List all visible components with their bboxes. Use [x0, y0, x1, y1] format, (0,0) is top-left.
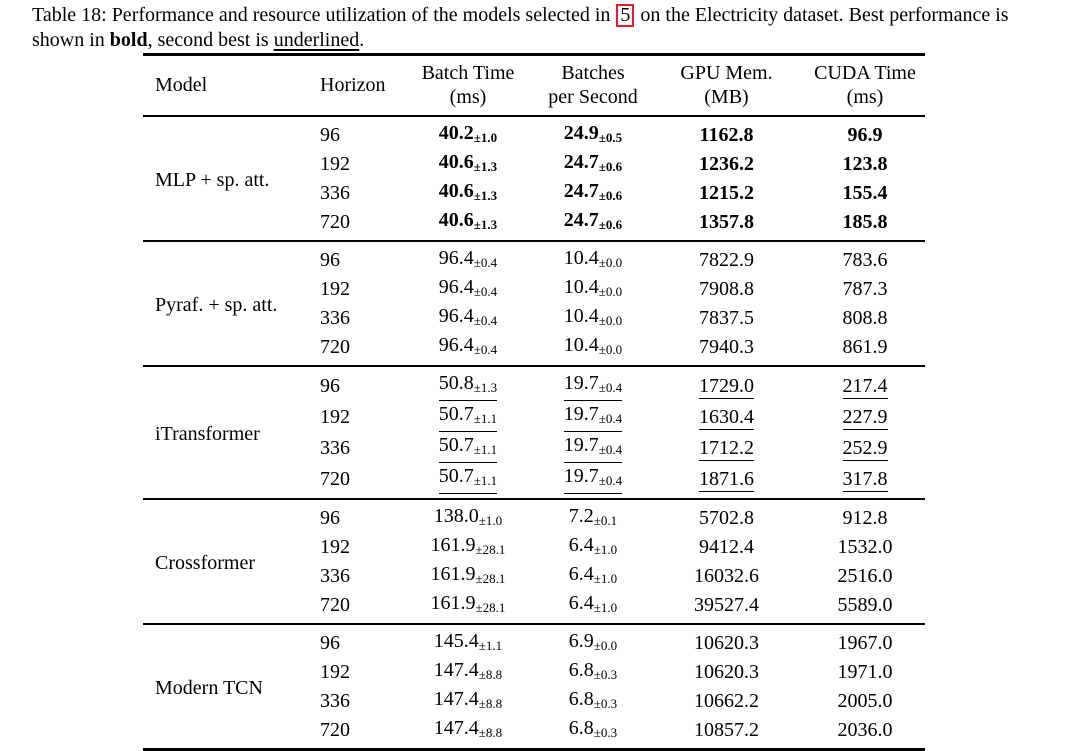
batches-per-second-cell: 24.9±0.5 [563, 122, 623, 145]
table-row [143, 366, 925, 401]
horizon-cell: 192 [320, 405, 350, 428]
batches-per-second-cell: 24.7±0.6 [563, 180, 623, 203]
caption-bold-word: bold [109, 29, 148, 51]
cuda-time-cell: 5589.0 [837, 593, 893, 616]
batches-per-second-cell: 19.7±0.4 [538, 432, 648, 463]
batch-time-cell: 96.4±0.4 [438, 305, 498, 328]
gpu-mem-cell: 7837.5 [699, 306, 754, 329]
cuda-time-cell: 1971.0 [837, 660, 893, 683]
cuda-time-cell: 912.8 [842, 506, 888, 529]
results-table [143, 53, 925, 751]
batch-time-cell: 147.4±8.8 [433, 717, 503, 740]
horizon-cell: 720 [320, 210, 350, 233]
horizon-cell: 720 [320, 335, 350, 358]
gpu-mem-cell: 7940.3 [699, 335, 754, 358]
cuda-time-cell: 2516.0 [837, 564, 893, 587]
batch-time-cell: 96.4±0.4 [438, 247, 498, 270]
column-header-model: Model [155, 74, 208, 96]
model-group [143, 241, 925, 366]
batches-per-second-cell: 7.2±0.1 [568, 505, 618, 528]
horizon-cell: 192 [320, 152, 350, 175]
model-name: MLP + sp. att. [155, 169, 270, 191]
cuda-time-cell: 2005.0 [837, 689, 893, 712]
gpu-mem-cell: 39527.4 [694, 593, 759, 616]
horizon-cell: 96 [320, 506, 340, 529]
model-name: Crossformer [155, 552, 255, 574]
gpu-mem-cell: 5702.8 [699, 506, 754, 529]
batches-per-second-cell: 6.8±0.3 [568, 717, 618, 740]
cuda-time-cell: 783.6 [842, 248, 888, 271]
gpu-mem-cell: 1871.6 [699, 467, 754, 490]
model-name: Pyraf. + sp. att. [155, 294, 278, 316]
batch-time-cell: 40.2±1.0 [438, 122, 498, 145]
batches-per-second-cell: 6.9±0.0 [568, 630, 618, 653]
horizon-cell: 720 [320, 718, 350, 741]
caption-text-4: . [359, 29, 365, 51]
cuda-time-cell: 185.8 [842, 210, 888, 233]
cuda-time-cell: 2036.0 [837, 718, 893, 741]
batch-time-cell: 50.8±1.3 [398, 366, 538, 401]
horizon-cell: 192 [320, 277, 350, 300]
cuda-time-cell: 861.9 [842, 335, 888, 358]
cuda-time-cell: 155.4 [842, 181, 888, 204]
horizon-cell: 336 [320, 306, 350, 329]
batches-per-second-cell: 24.7±0.6 [563, 209, 623, 232]
caption-underlined-word: underlined [273, 29, 360, 51]
cuda-time-cell: 252.9 [842, 436, 888, 459]
batches-per-second-cell: 10.4±0.0 [563, 276, 623, 299]
horizon-cell: 336 [320, 181, 350, 204]
batch-time-cell: 40.6±1.3 [438, 180, 498, 203]
horizon-cell: 96 [320, 123, 340, 146]
gpu-mem-cell: 1236.2 [699, 152, 754, 175]
gpu-mem-cell: 1729.0 [699, 374, 754, 397]
gpu-mem-cell: 7822.9 [699, 248, 754, 271]
batch-time-cell: 40.6±1.3 [438, 151, 498, 174]
batch-time-cell: 161.9±28.1 [430, 563, 506, 586]
batch-time-cell: 50.7±1.1 [398, 432, 538, 463]
table-row [143, 241, 925, 274]
gpu-mem-cell: 16032.6 [694, 564, 759, 587]
model-group [143, 624, 925, 750]
batches-per-second-cell: 19.7±0.4 [538, 463, 648, 499]
horizon-cell: 192 [320, 660, 350, 683]
horizon-cell: 192 [320, 535, 350, 558]
cuda-time-cell: 808.8 [842, 306, 888, 329]
column-header-batches-per-second: Batches per Second [548, 62, 638, 108]
batches-per-second-cell: 10.4±0.0 [563, 247, 623, 270]
gpu-mem-cell: 10662.2 [694, 689, 759, 712]
cuda-time-cell: 1967.0 [837, 631, 893, 654]
gpu-mem-cell: 9412.4 [699, 535, 754, 558]
gpu-mem-cell: 1357.8 [699, 210, 754, 233]
batches-per-second-cell: 6.4±1.0 [568, 563, 618, 586]
model-group [143, 116, 925, 241]
batches-per-second-cell: 19.7±0.4 [538, 401, 648, 432]
horizon-cell: 96 [320, 248, 340, 271]
gpu-mem-cell: 1215.2 [699, 181, 754, 204]
gpu-mem-cell: 10620.3 [694, 660, 759, 683]
table-header [143, 55, 925, 117]
batch-time-cell: 145.4±1.1 [433, 630, 503, 653]
cuda-time-cell: 96.9 [847, 123, 883, 146]
batch-time-cell: 50.7±1.1 [398, 463, 538, 499]
horizon-cell: 720 [320, 467, 350, 490]
batch-time-cell: 138.0±1.0 [433, 505, 503, 528]
horizon-cell: 336 [320, 564, 350, 587]
horizon-cell: 336 [320, 689, 350, 712]
gpu-mem-cell: 10620.3 [694, 631, 759, 654]
batch-time-cell: 161.9±28.1 [430, 534, 506, 557]
batches-per-second-cell: 6.4±1.0 [568, 534, 618, 557]
cuda-time-cell: 1532.0 [837, 535, 893, 558]
batch-time-cell: 50.7±1.1 [398, 401, 538, 432]
batches-per-second-cell: 24.7±0.6 [563, 151, 623, 174]
table-caption [32, 3, 1054, 53]
gpu-mem-cell: 10857.2 [694, 718, 759, 741]
column-header-cuda-time: CUDA Time (ms) [814, 62, 916, 108]
batches-per-second-cell: 6.8±0.3 [568, 659, 618, 682]
cuda-time-cell: 317.8 [842, 467, 888, 490]
batch-time-cell: 96.4±0.4 [438, 334, 498, 357]
batch-time-cell: 147.4±8.8 [433, 659, 503, 682]
batches-per-second-cell: 6.4±1.0 [568, 592, 618, 615]
cuda-time-cell: 787.3 [842, 277, 888, 300]
model-name: Modern TCN [155, 677, 263, 699]
horizon-cell: 96 [320, 374, 340, 397]
batch-time-cell: 161.9±28.1 [430, 592, 506, 615]
batch-time-cell: 147.4±8.8 [433, 688, 503, 711]
model-name: iTransformer [155, 423, 260, 445]
batches-per-second-cell: 19.7±0.4 [538, 366, 648, 401]
column-header-horizon: Horizon [320, 74, 386, 96]
caption-text-1: Table 18: Performance and resource utilization of the models selected in [32, 4, 616, 26]
table-row [143, 116, 925, 149]
model-group [143, 366, 925, 499]
batches-per-second-cell: 10.4±0.0 [563, 305, 623, 328]
column-header-batch-time: Batch Time (ms) [421, 62, 515, 108]
gpu-mem-cell: 1712.2 [699, 436, 754, 459]
caption-text-2: on the Electricity dataset. Best performance is shown in [32, 4, 1009, 51]
cuda-time-cell: 217.4 [842, 374, 888, 397]
caption-text-3: , second best is [147, 29, 274, 51]
cuda-time-cell: 123.8 [842, 152, 888, 175]
table-row [143, 624, 925, 657]
header-row [143, 55, 925, 117]
gpu-mem-cell: 7908.8 [699, 277, 754, 300]
horizon-cell: 336 [320, 436, 350, 459]
horizon-cell: 96 [320, 631, 340, 654]
batches-per-second-cell: 6.8±0.3 [568, 688, 618, 711]
batch-time-cell: 40.6±1.3 [438, 209, 498, 232]
horizon-cell: 720 [320, 593, 350, 616]
gpu-mem-cell: 1630.4 [699, 405, 754, 428]
gpu-mem-cell: 1162.8 [699, 123, 754, 146]
citation-link[interactable]: 5 [616, 4, 634, 27]
batch-time-cell: 96.4±0.4 [438, 276, 498, 299]
table-row [143, 499, 925, 532]
batches-per-second-cell: 10.4±0.0 [563, 334, 623, 357]
cuda-time-cell: 227.9 [842, 405, 888, 428]
column-header-gpu-mem: GPU Mem. (MB) [680, 62, 773, 108]
model-group [143, 499, 925, 624]
